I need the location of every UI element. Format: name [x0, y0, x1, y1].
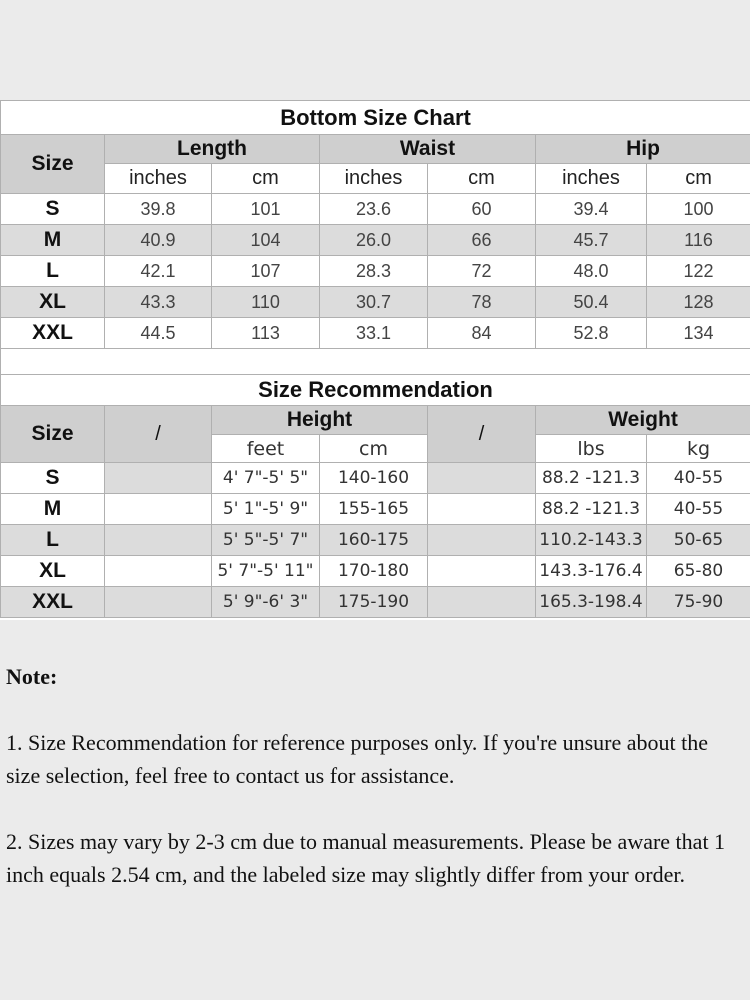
waist-cm: 60: [428, 194, 536, 225]
height-feet: 5' 1"-5' 9": [212, 494, 320, 525]
note-item: 1. Size Recommendation for reference purposes only. If you're unsure about the size selection, feel free to contact us for assistance.: [6, 730, 709, 788]
weight-kg: 65-80: [647, 556, 750, 587]
waist-inches: 23.6: [320, 194, 428, 225]
empty-cell: [105, 525, 212, 556]
table-row: [1, 587, 750, 618]
size-label: L: [1, 525, 105, 556]
table-row: [1, 494, 750, 525]
empty-cell: [428, 556, 536, 587]
empty-cell: [105, 556, 212, 587]
length-cm: 104: [212, 225, 320, 256]
empty-cell: [105, 587, 212, 618]
slash-separator: /: [105, 406, 212, 463]
hip-inches: 52.8: [536, 318, 647, 349]
height-cm: 155-165: [320, 494, 428, 525]
table-row: [1, 463, 750, 494]
unit-header: cm: [320, 435, 428, 463]
empty-cell: [105, 463, 212, 494]
hip-cm: 128: [647, 287, 750, 318]
note-item: 2. Sizes may vary by 2-3 cm due to manual measurements. Please be aware that 1 inch equals 2.54 cm, and the labeled size may slightly differ from your order.: [6, 829, 726, 887]
table-row: [1, 256, 750, 287]
length-cm: 101: [212, 194, 320, 225]
unit-header: inches: [320, 164, 428, 194]
hip-cm: 116: [647, 225, 750, 256]
length-inches: 43.3: [105, 287, 212, 318]
waist-inches: 33.1: [320, 318, 428, 349]
table-row: [1, 318, 750, 349]
weight-kg: 75-90: [647, 587, 750, 618]
unit-header: cm: [647, 164, 750, 194]
size-column-header: Size: [1, 406, 105, 463]
length-header: Length: [105, 135, 320, 164]
length-inches: 42.1: [105, 256, 212, 287]
height-cm: 175-190: [320, 587, 428, 618]
hip-header: Hip: [536, 135, 750, 164]
waist-cm: 84: [428, 318, 536, 349]
size-label: M: [1, 494, 105, 525]
slash-separator: /: [428, 406, 536, 463]
weight-lbs: 143.3-176.4: [536, 556, 647, 587]
notes-label: Note:: [6, 664, 58, 689]
size-label: M: [1, 225, 105, 256]
weight-header: Weight: [536, 406, 750, 435]
hip-inches: 39.4: [536, 194, 647, 225]
recommendation-title: Size Recommendation: [1, 375, 750, 406]
height-cm: 160-175: [320, 525, 428, 556]
empty-cell: [105, 494, 212, 525]
bottom-size-chart-table: [0, 100, 750, 377]
unit-header: inches: [536, 164, 647, 194]
unit-header: cm: [212, 164, 320, 194]
size-label: XXL: [1, 318, 105, 349]
height-feet: 5' 5"-5' 7": [212, 525, 320, 556]
weight-lbs: 88.2 -121.3: [536, 494, 647, 525]
table-row: [1, 287, 750, 318]
hip-cm: 122: [647, 256, 750, 287]
empty-cell: [428, 463, 536, 494]
waist-inches: 28.3: [320, 256, 428, 287]
length-cm: 113: [212, 318, 320, 349]
unit-header: inches: [105, 164, 212, 194]
size-label: XXL: [1, 587, 105, 618]
table-row: [1, 225, 750, 256]
waist-inches: 30.7: [320, 287, 428, 318]
weight-lbs: 165.3-198.4: [536, 587, 647, 618]
length-inches: 40.9: [105, 225, 212, 256]
empty-cell: [428, 587, 536, 618]
hip-inches: 48.0: [536, 256, 647, 287]
height-feet: 5' 7"-5' 11": [212, 556, 320, 587]
table-spacer: [1, 349, 750, 377]
size-recommendation-table: [0, 374, 750, 618]
weight-lbs: 110.2-143.3: [536, 525, 647, 556]
waist-inches: 26.0: [320, 225, 428, 256]
size-label: S: [1, 463, 105, 494]
size-label: L: [1, 256, 105, 287]
length-cm: 110: [212, 287, 320, 318]
height-cm: 170-180: [320, 556, 428, 587]
unit-header: lbs: [536, 435, 647, 463]
hip-cm: 134: [647, 318, 750, 349]
notes-section: [6, 660, 746, 924]
empty-cell: [428, 525, 536, 556]
hip-cm: 100: [647, 194, 750, 225]
waist-header: Waist: [320, 135, 536, 164]
table-row: [1, 194, 750, 225]
waist-cm: 78: [428, 287, 536, 318]
height-feet: 4' 7"-5' 5": [212, 463, 320, 494]
hip-inches: 45.7: [536, 225, 647, 256]
table-row: [1, 525, 750, 556]
height-feet: 5' 9"-6' 3": [212, 587, 320, 618]
size-label: XL: [1, 287, 105, 318]
hip-inches: 50.4: [536, 287, 647, 318]
weight-lbs: 88.2 -121.3: [536, 463, 647, 494]
size-label: S: [1, 194, 105, 225]
unit-header: cm: [428, 164, 536, 194]
size-label: XL: [1, 556, 105, 587]
height-header: Height: [212, 406, 428, 435]
size-column-header: Size: [1, 135, 105, 194]
weight-kg: 40-55: [647, 494, 750, 525]
height-cm: 140-160: [320, 463, 428, 494]
table-row: [1, 556, 750, 587]
size-chart-title: Bottom Size Chart: [1, 101, 750, 135]
weight-kg: 50-65: [647, 525, 750, 556]
length-inches: 39.8: [105, 194, 212, 225]
unit-header: feet: [212, 435, 320, 463]
empty-cell: [428, 494, 536, 525]
waist-cm: 66: [428, 225, 536, 256]
unit-header: kg: [647, 435, 750, 463]
length-cm: 107: [212, 256, 320, 287]
waist-cm: 72: [428, 256, 536, 287]
length-inches: 44.5: [105, 318, 212, 349]
weight-kg: 40-55: [647, 463, 750, 494]
